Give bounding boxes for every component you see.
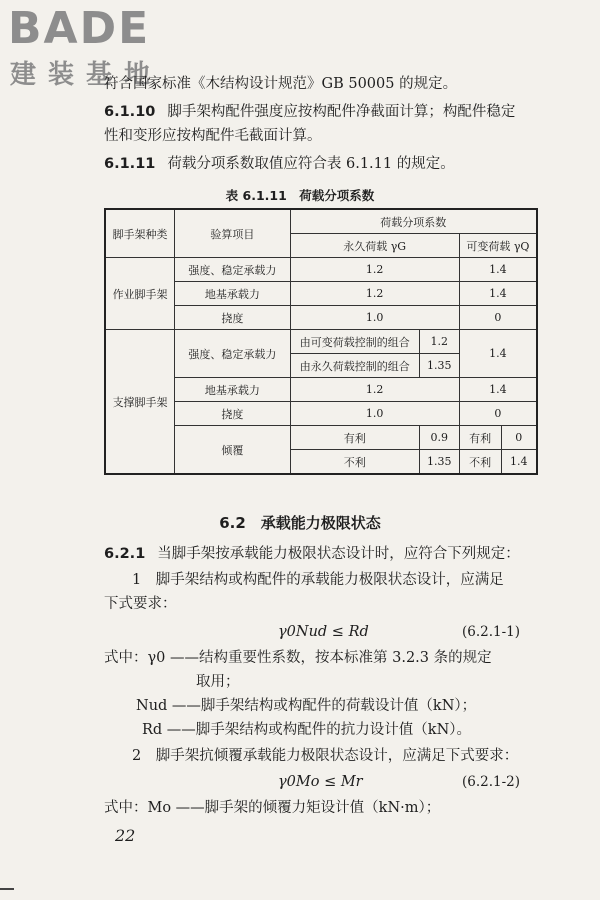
cell-value: 1.0 xyxy=(290,306,459,330)
cell-value: 1.35 xyxy=(419,450,459,475)
cell-favorable: 有利 xyxy=(290,426,419,450)
cell-value: 1.2 xyxy=(419,330,459,354)
clause-text: 荷载分项系数取值应符合表 6.1.11 的规定。 xyxy=(167,156,455,172)
equation-2-number: (6.2.1-2) xyxy=(462,774,521,790)
table-row xyxy=(105,330,537,354)
cell-strength: 强度、稳定承载力 xyxy=(175,258,290,282)
where-mo: 式中：Mo ——脚手架的倾覆力矩设计值（kN·m）； xyxy=(104,800,441,816)
cell-deflection: 挠度 xyxy=(175,402,290,426)
table-row xyxy=(105,209,537,234)
cell-combo-variable: 由可变荷载控制的组合 xyxy=(290,330,419,354)
clause-6-2-1 xyxy=(104,544,520,564)
cell-value: 1.4 xyxy=(459,258,537,282)
where-gamma0-cont: 取用； xyxy=(196,674,240,690)
cell-unfavorable: 不利 xyxy=(290,450,419,475)
clause-text: 当脚手架按承载能力极限状态设计时，应符合下列规定： xyxy=(157,546,520,562)
header-coef: 荷载分项系数 xyxy=(290,209,537,234)
page-number: 22 xyxy=(115,826,136,845)
cell-foundation: 地基承载力 xyxy=(175,378,290,402)
cell-value: 0 xyxy=(459,306,537,330)
cell-value: 1.0 xyxy=(290,402,459,426)
header-item: 验算项目 xyxy=(175,209,290,258)
item-2: 2 脚手架抗倾覆承载能力极限状态设计，应满足下式要求： xyxy=(132,748,519,764)
equation-1-number: (6.2.1-1) xyxy=(462,624,521,640)
header-type: 脚手架种类 xyxy=(105,209,175,258)
cell-strength: 强度、稳定承载力 xyxy=(175,330,290,378)
clause-number: 6.2.1 xyxy=(104,546,146,562)
cell-value: 0 xyxy=(459,402,537,426)
where-gamma0: 式中：γ0 ——结构重要性系数，按本标准第 3.2.3 条的规定 xyxy=(104,650,492,666)
item-1: 1 脚手架结构或构配件的承载能力极限状态设计，应满足 xyxy=(132,572,504,588)
cell-foundation: 地基承载力 xyxy=(175,282,290,306)
cell-overturn: 倾覆 xyxy=(175,426,290,475)
where-rd: Rd ——脚手架结构或构配件的抗力设计值（kN）。 xyxy=(142,722,472,738)
table-caption: 表 6.1.11 荷载分项系数 xyxy=(225,188,375,203)
cell-value: 1.2 xyxy=(290,282,459,306)
cell-value: 1.4 xyxy=(459,282,537,306)
load-factor-table xyxy=(104,208,538,475)
cell-value: 0.9 xyxy=(419,426,459,450)
where-nud: Nud ——脚手架结构或构配件的荷载设计值（kN）； xyxy=(136,698,477,714)
header-variable: 可变荷载 γQ xyxy=(459,234,537,258)
cell-combo-permanent: 由永久荷载控制的组合 xyxy=(290,354,419,378)
cell-value: 1.4 xyxy=(501,450,537,475)
logo-subtitle: 建装基地 xyxy=(10,60,163,90)
clause-6-1-10-cont: 性和变形应按构配件毛截面计算。 xyxy=(104,128,322,144)
cell-value: 0 xyxy=(501,426,537,450)
cell-deflection: 挠度 xyxy=(175,306,290,330)
cell-value: 1.2 xyxy=(290,258,459,282)
cell-value: 1.4 xyxy=(459,378,537,402)
header-permanent: 永久荷载 γG xyxy=(290,234,459,258)
cell-unfavorable: 不利 xyxy=(459,450,501,475)
clause-number: 6.1.11 xyxy=(104,156,156,172)
text-line-standard-ref: 符合国家标准《木结构设计规范》GB 50005 的规定。 xyxy=(104,76,458,92)
scan-edge-mark xyxy=(0,888,14,890)
clause-6-1-11 xyxy=(104,154,455,174)
table-row xyxy=(105,258,537,282)
clause-number: 6.1.10 xyxy=(104,104,156,120)
clause-text: 脚手架构配件强度应按构配件净截面计算；构配件稳定 xyxy=(167,104,516,120)
equation-2: γ0Mo ≤ Mr xyxy=(278,774,363,790)
cell-value: 1.35 xyxy=(419,354,459,378)
cell-favorable: 有利 xyxy=(459,426,501,450)
logo-brand: BADE xyxy=(8,3,151,54)
cell-value: 1.4 xyxy=(459,330,537,378)
cell-support-scaffold: 支撑脚手架 xyxy=(105,330,175,475)
cell-value: 1.2 xyxy=(290,378,459,402)
equation-1: γ0Nud ≤ Rd xyxy=(278,624,369,640)
item-1-cont: 下式要求： xyxy=(104,596,177,612)
clause-6-1-10 xyxy=(104,102,515,122)
cell-work-scaffold: 作业脚手架 xyxy=(105,258,175,330)
section-heading: 6.2 承载能力极限状态 xyxy=(219,514,381,532)
